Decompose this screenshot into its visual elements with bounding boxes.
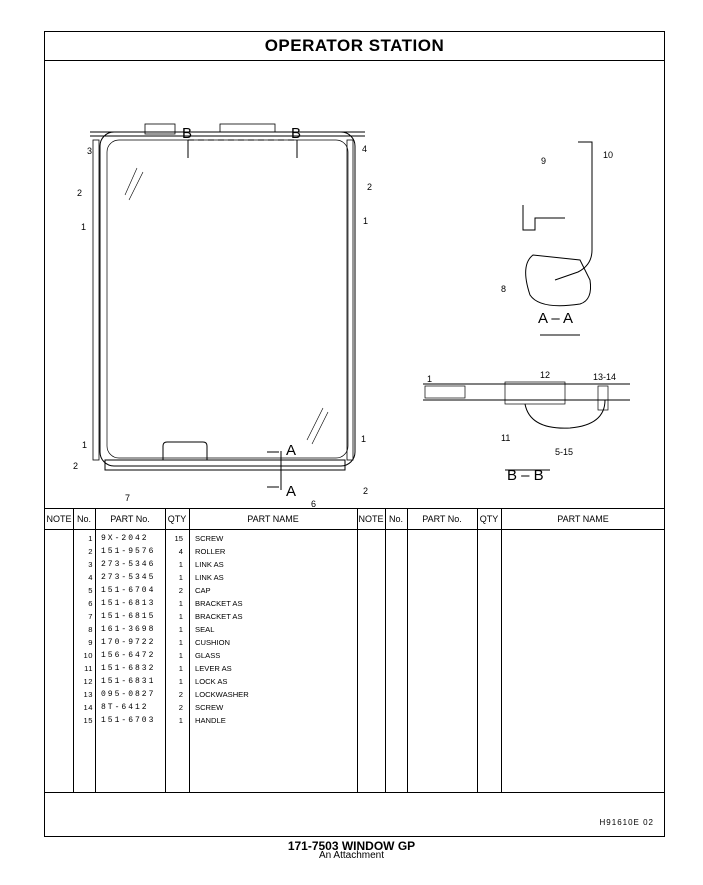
callout-2c: 2	[73, 461, 79, 471]
callout-1d: 1	[361, 434, 367, 444]
divider	[95, 508, 96, 793]
divider	[189, 508, 190, 793]
col-qty: QTY	[167, 514, 187, 524]
col-note-2: NOTE	[358, 514, 384, 524]
page-title: OPERATOR STATION	[45, 32, 664, 61]
view-bb-label: B – B	[507, 467, 544, 484]
view-aa-label: A – A	[538, 310, 574, 327]
callout-13-14: 13-14	[593, 372, 617, 382]
col-qty-2: QTY	[479, 514, 499, 524]
page-frame: OPERATOR STATION 3 2 1 4 2 1 1 2 7 6 1 2 9 10 8 1 12 13-14 11 5-15 B B A A A – A B – B NOTE No. PART No. QTY PART NAME NOTE No. PART No. QTY PART NAME 1 9X-2042 15 SCREW 2 151-9576 4 ROLLER 3 273-5346 1 LINK AS 4 273-5345 1 LINK AS 5 151-6704 2 CAP 6 151-6813 1 BRACKET AS 7 151-6815 1 BRACKET AS 8 161-3698 1 SEAL 9 170-9722 1 CUSHION 10 156-6472 1 GLASS 11 151-6832 1 LEVER AS 12 151-6831 1 LOCK AS 13 095-0827 2 LOCKWASHER 14 8T-6412 2 SCREW 15 151-6703 1 HANDLE H91610E 02	[44, 31, 665, 837]
col-no-2: No.	[388, 514, 403, 524]
divider	[477, 508, 478, 793]
col-part-no-2: PART No.	[422, 514, 462, 524]
callout-6: 6	[311, 499, 317, 509]
callout-2: 2	[77, 188, 83, 198]
col-no: No.	[76, 514, 91, 524]
callout-8: 8	[501, 284, 507, 294]
callout-1c: 1	[82, 440, 88, 450]
callout-3: 3	[87, 146, 93, 156]
col-part-name-2: PART NAME	[557, 514, 609, 524]
section-b-left: B	[182, 125, 193, 142]
col-note: NOTE	[46, 514, 72, 524]
window-drawing-svg	[45, 60, 664, 510]
callout-1b: 1	[363, 216, 369, 226]
document-code: H91610E 02	[599, 818, 654, 827]
callout-1: 1	[81, 222, 87, 232]
group-subtitle: An Attachment	[318, 850, 385, 861]
divider	[385, 508, 386, 793]
col-part-no: PART No.	[110, 514, 150, 524]
callout-2d: 2	[363, 486, 369, 496]
callout-5-15: 5-15	[555, 447, 574, 457]
divider	[407, 508, 408, 793]
divider	[357, 508, 358, 793]
group-title: 171-7503 WINDOW GP	[287, 839, 416, 853]
callout-12: 12	[540, 370, 551, 380]
exploded-drawing	[45, 60, 664, 537]
footer-divider	[45, 792, 664, 793]
callout-4: 4	[362, 144, 368, 154]
callout-2b: 2	[367, 182, 373, 192]
section-a-bottom: A	[286, 483, 297, 500]
callout-7: 7	[125, 493, 131, 503]
callout-10: 10	[603, 150, 614, 160]
section-b-right: B	[291, 125, 302, 142]
callout-1e: 1	[427, 374, 433, 384]
callout-9: 9	[541, 156, 547, 166]
col-part-name: PART NAME	[247, 514, 299, 524]
parts-table-header	[45, 508, 664, 530]
divider	[501, 508, 502, 793]
callout-11: 11	[501, 433, 511, 443]
section-a-top: A	[286, 442, 297, 459]
